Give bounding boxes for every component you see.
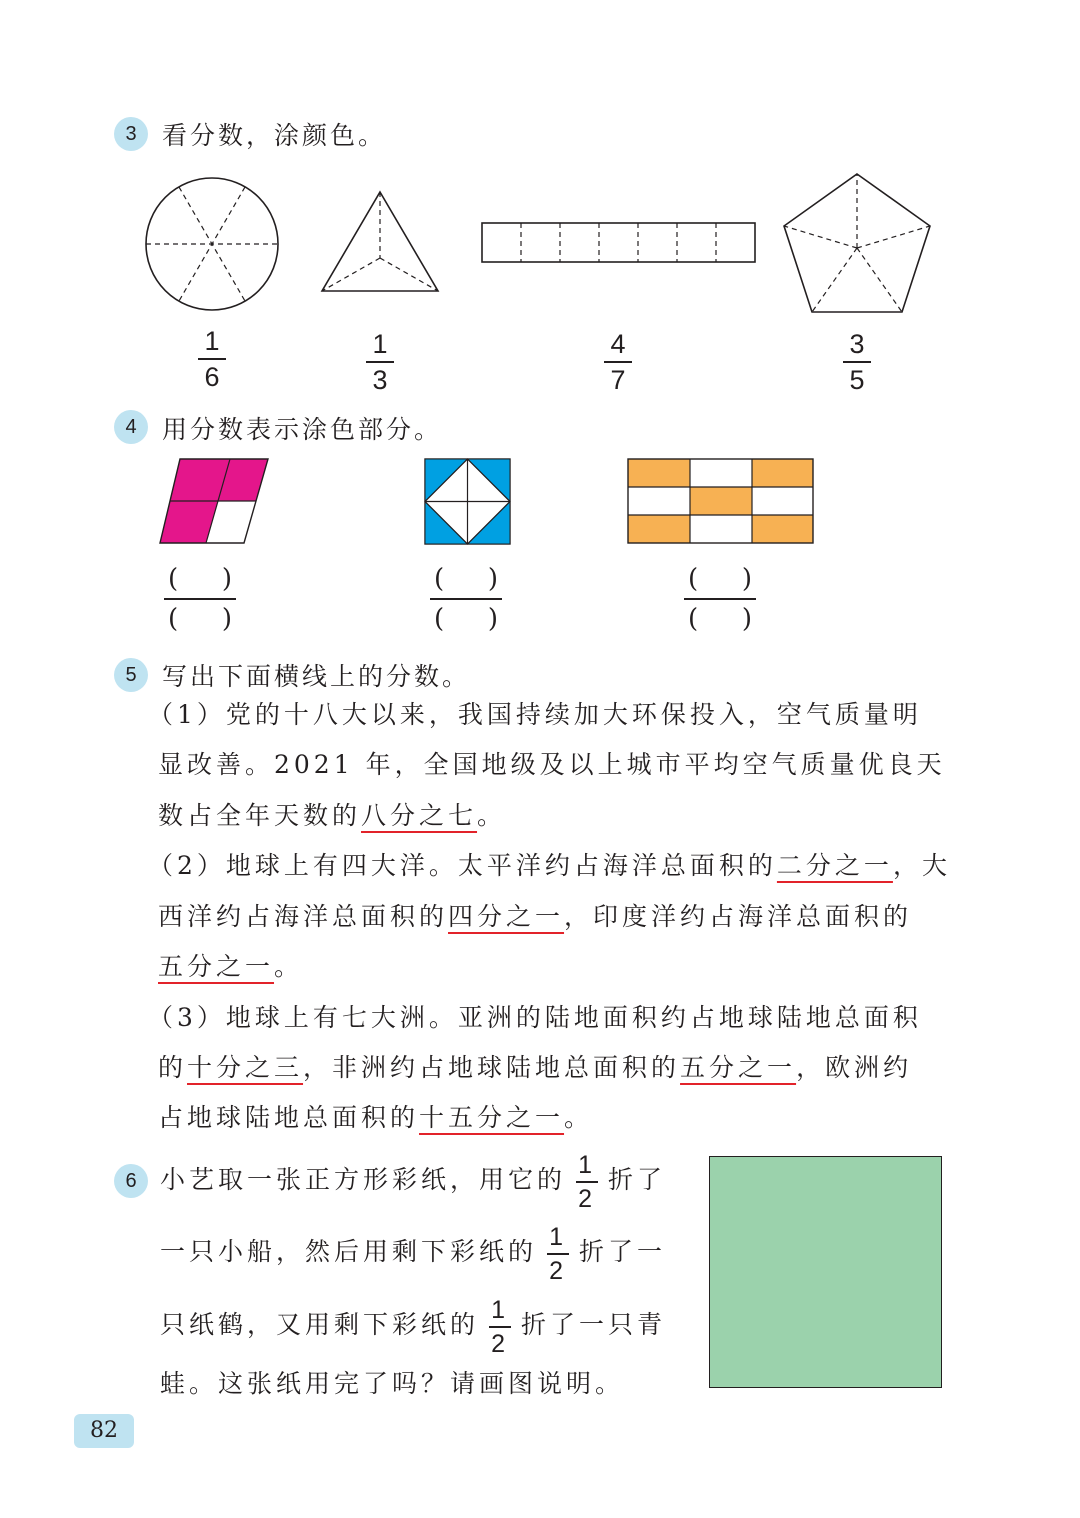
question-4-title: 用分数表示涂色部分。	[162, 415, 443, 444]
question-3-title: 看分数，涂颜色。	[162, 121, 387, 150]
green-square-paper[interactable]	[709, 1156, 942, 1388]
rectangle-sevenths-figure[interactable]	[480, 220, 758, 266]
underlined-one-quarter: 四分之一	[448, 902, 565, 931]
question-4-number: 4	[114, 410, 148, 444]
underlined-one-fifth: 五分之一	[158, 952, 275, 981]
half-fraction-3: $\frac{1}{2}$	[485, 1296, 515, 1358]
underlined-one-half: 二分之一	[776, 851, 893, 880]
answer-blank-2[interactable]: ( ) ( )	[430, 562, 502, 636]
q6-line4: 蛙。这张纸用完了吗？请画图说明。	[160, 1369, 625, 1398]
page-number: 82	[74, 1414, 134, 1448]
q5-p2-line2: 西洋约占海洋总面积的四分之一，印度洋约占海洋总面积的	[158, 902, 913, 931]
half-fraction-1: $\frac{1}{2}$	[572, 1151, 602, 1213]
square-triangles-figure	[423, 457, 513, 547]
underlined-three-tenths: 十分之三	[187, 1053, 304, 1082]
q6-line3: 只纸鹤，又用剩下彩纸的 $\frac{1}{2}$ 折了一只青	[160, 1295, 667, 1358]
fraction-one-sixth: 1 6	[192, 326, 232, 392]
parallelogram-shaded-figure	[158, 457, 272, 547]
q6-line1: 小艺取一张正方形彩纸，用它的 $\frac{1}{2}$ 折了	[160, 1150, 667, 1213]
fraction-four-sevenths: 4 7	[598, 329, 638, 395]
q5-p2-line3: 五分之一。	[158, 952, 304, 981]
q5-p3-line3: 占地球陆地总面积的十五分之一。	[158, 1103, 594, 1132]
pentagon-fifths-figure[interactable]	[780, 170, 934, 316]
question-5-title: 写出下面横线上的分数。	[162, 662, 471, 691]
brick-rectangle-figure	[626, 457, 816, 547]
triangle-thirds-figure[interactable]	[318, 186, 443, 298]
q5-p3-line2: 的十分之三，非洲约占地球陆地总面积的五分之一，欧洲约	[158, 1053, 913, 1082]
question-5-number: 5	[114, 658, 148, 692]
half-fraction-2: $\frac{1}{2}$	[543, 1223, 573, 1285]
q5-p1-line1: （1）党的十八大以来，我国持续加大环保投入，空气质量明	[148, 700, 922, 729]
underlined-one-fifth-africa: 五分之一	[680, 1053, 797, 1082]
q5-p1-line3: 数占全年天数的八分之七。	[158, 801, 507, 830]
q5-p2-line1: （2）地球上有四大洋。太平洋约占海洋总面积的二分之一，大	[148, 851, 951, 880]
q5-p1-line2: 显改善。2021 年，全国地级及以上城市平均空气质量优良天	[158, 750, 946, 779]
q6-line2: 一只小船，然后用剩下彩纸的 $\frac{1}{2}$ 折了一	[160, 1222, 667, 1285]
fraction-one-third: 1 3	[360, 329, 400, 395]
question-6-number: 6	[114, 1164, 148, 1198]
underlined-seven-eighths: 八分之七	[361, 801, 478, 830]
fraction-three-fifths: 3 5	[837, 329, 877, 395]
answer-blank-1[interactable]: ( ) ( )	[164, 562, 236, 636]
answer-blank-3[interactable]: ( ) ( )	[684, 562, 756, 636]
question-3-number: 3	[114, 117, 148, 151]
underlined-one-fifteenth: 十五分之一	[419, 1103, 565, 1132]
circle-sixths-figure[interactable]	[140, 172, 285, 317]
q5-p3-line1: （3）地球上有七大洲。亚洲的陆地面积约占地球陆地总面积	[148, 1003, 922, 1032]
